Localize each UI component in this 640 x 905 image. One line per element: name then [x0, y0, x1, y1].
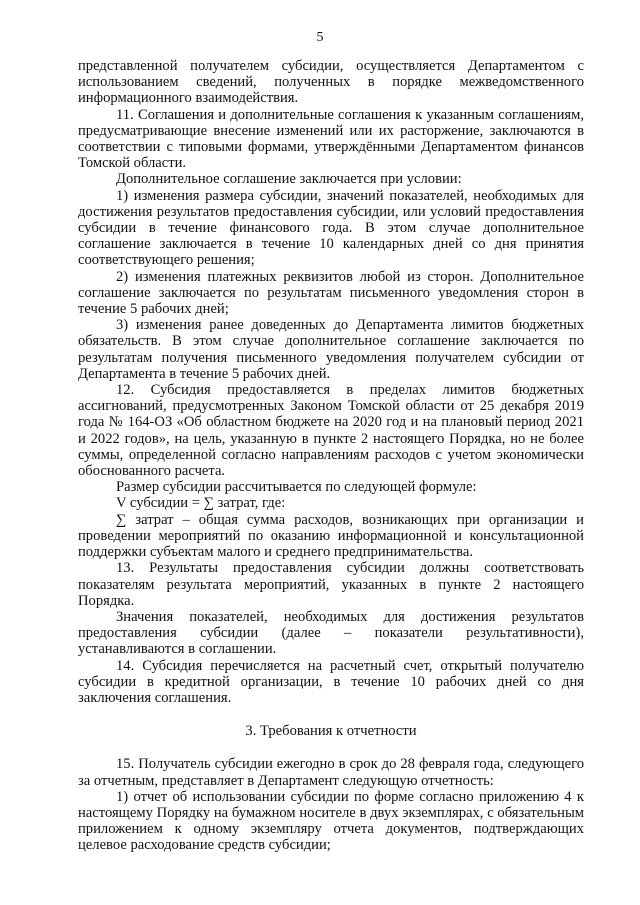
paragraph-12: 12. Субсидия предоставляется в пределах лимитов бюджетных ассигнований, предусмотренных Законом Томской области от 25 декабря 2019 года № 164-ОЗ «Об областном бюджете на 2020 год и на плановый период 2021 и 2022 годов», на цель, указанную в пункте 2 настоящего Порядка, но не более суммы, определенной согласно направлениям расходов с учетом экономически обоснованного расчета. [78, 382, 584, 480]
paragraph-report-1: 1) отчет об использовании субсидии по форме согласно приложению 4 к настоящему Порядку на бумажном носителе в двух экземплярах, с обязательным приложением к одному экземпляру отчета документов, подтверждающих целевое расходование средств субсидии; [78, 788, 584, 854]
paragraph-13: 13. Результаты предоставления субсидии должны соответствовать показателям результата мероприятий, указанных в пункте 2 настоящего Порядка. [78, 560, 584, 609]
paragraph-formula-intro: Размер субсидии рассчитывается по следующей формуле: [116, 479, 477, 496]
paragraph-14: 14. Субсидия перечисляется на расчетный счет, открытый получателю субсидии в кредитной организации, в течение 10 рабочих дней со дня заключения соглашения. [78, 657, 584, 706]
paragraph-indicator-values: Значения показателей, необходимых для достижения результатов предоставления субсидии (далее – показатели результативности), устанавливаются в соглашении. [78, 608, 584, 658]
paragraph-formula-legend: ∑ затрат – общая сумма расходов, возникающих при организации и проведении мероприятий по оказанию информационной и консультационной поддержки субъектам малого и среднего предпринимательства. [78, 511, 584, 561]
paragraph-additional-agreement: Дополнительное соглашение заключается при условии: [116, 171, 462, 188]
paragraph-15: 15. Получатель субсидии ежегодно в срок до 28 февраля года, следующего за отчетным, представляет в Департамент следующую отчетность: [78, 756, 584, 789]
page-number: 5 [316, 30, 324, 45]
paragraph-condition-2: 2) изменения платежных реквизитов любой из сторон. Дополнительное соглашение заключается по результатам письменного уведомления сторон в течение 5 рабочих дней; [78, 268, 584, 318]
paragraph-formula: V субсидии = ∑ затрат, где: [116, 495, 286, 512]
paragraph-condition-3: 3) изменения ранее доведенных до Департамента лимитов бюджетных обязательств. В этом случае дополнительное соглашение заключается по результатам получения письменного уведомления получателем субсидии от Департамента в течение 5 рабочих дней. [78, 317, 584, 382]
paragraph-condition-1: 1) изменения размера субсидии, значений показателей, необходимых для достижения результатов предоставления субсидии, или условий предоставления субсидии в течение финансового года. В этом случае дополнительное соглашение заключается в течение 10 календарных дней со дня принятия соответствующего решения; [78, 187, 584, 269]
paragraph-continuation: представленной получателем субсидии, осуществляется Департаментом с использованием сведений, полученных в порядке межведомственного информационного взаимодействия. [78, 58, 584, 107]
document-body [78, 58, 584, 854]
section-heading: 3. Требования к отчетности [245, 723, 417, 740]
paragraph-11: 11. Соглашения и дополнительные соглашения к указанным соглашениям, предусматривающие внесение изменений или их расторжение, заключаются в соответствии с типовыми формами, утверждёнными Департаментом финансов Томской области. [78, 106, 584, 172]
